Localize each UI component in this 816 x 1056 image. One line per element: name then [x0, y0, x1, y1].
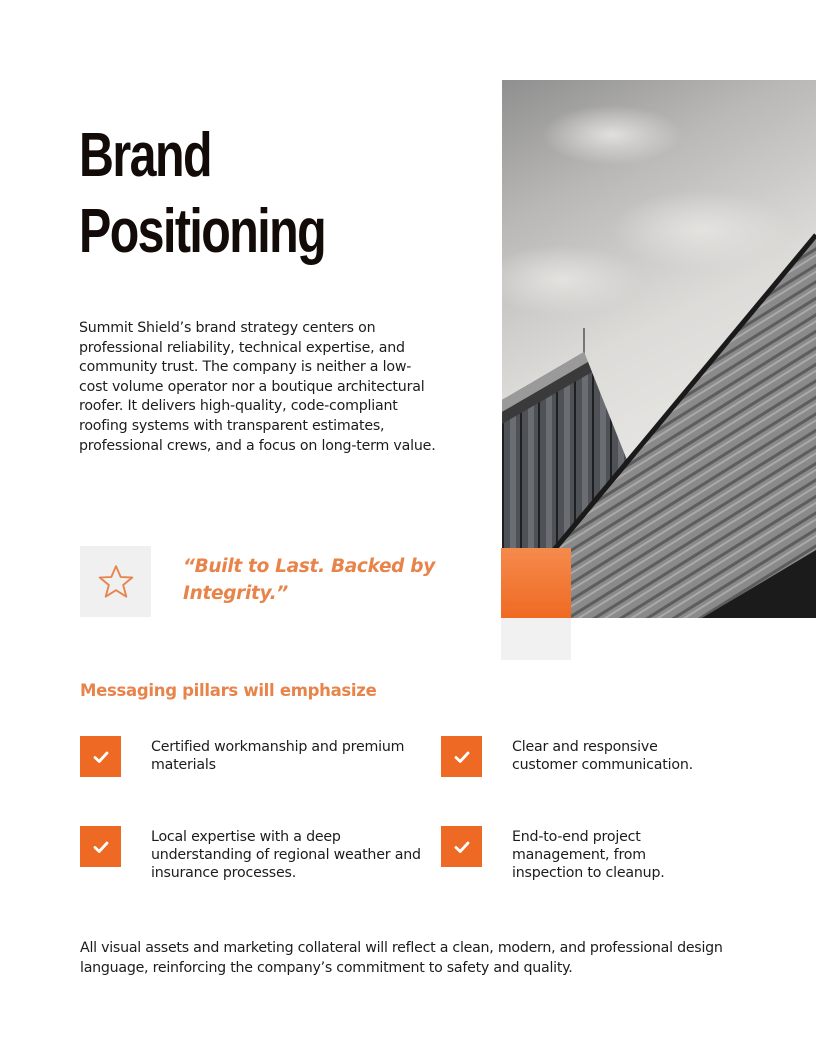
page-title-line-2: Positioning — [79, 197, 326, 266]
closing-paragraph: All visual assets and marketing collateral will reflect a clean, modern, and professional design language, reinforcing the company’s commitment to safety and quality. — [80, 940, 723, 976]
check-icon — [441, 736, 482, 777]
brand-tagline-quote: “Built to Last. Backed by Integrity.” — [183, 556, 435, 604]
intro-paragraph: Summit Shield’s brand strategy centers on professional reliability, technical expertise, and community trust. The company is neither a low-cost volume operator nor a boutique architectural roofer. It delivers high-quality, code-compliant roofing systems with transparent estimates, professional crews, and a focus on long-term value. — [79, 320, 436, 454]
pillar-text: End-to-end project management, from inspection to cleanup. — [512, 829, 665, 881]
accent-gray-block — [501, 618, 571, 660]
pillar-item — [441, 736, 761, 816]
page-title-line-1: Brand — [79, 121, 211, 190]
pillar-item — [80, 736, 405, 816]
pillar-text: Certified workmanship and premium materials — [151, 739, 405, 773]
star-outline-icon — [96, 562, 136, 602]
pillar-text: Local expertise with a deep understanding of regional weather and insurance processes. — [151, 829, 421, 881]
quote-icon-box — [80, 546, 151, 617]
pillar-item — [441, 826, 761, 906]
roof-photo — [502, 80, 816, 618]
pillar-text: Clear and responsive customer communication. — [512, 739, 693, 773]
pillar-item — [80, 826, 421, 906]
page-title — [79, 118, 360, 270]
check-icon — [80, 736, 121, 777]
check-icon — [80, 826, 121, 867]
pillars-heading: Messaging pillars will emphasize — [80, 681, 377, 700]
check-icon — [441, 826, 482, 867]
accent-orange-block — [501, 548, 571, 618]
